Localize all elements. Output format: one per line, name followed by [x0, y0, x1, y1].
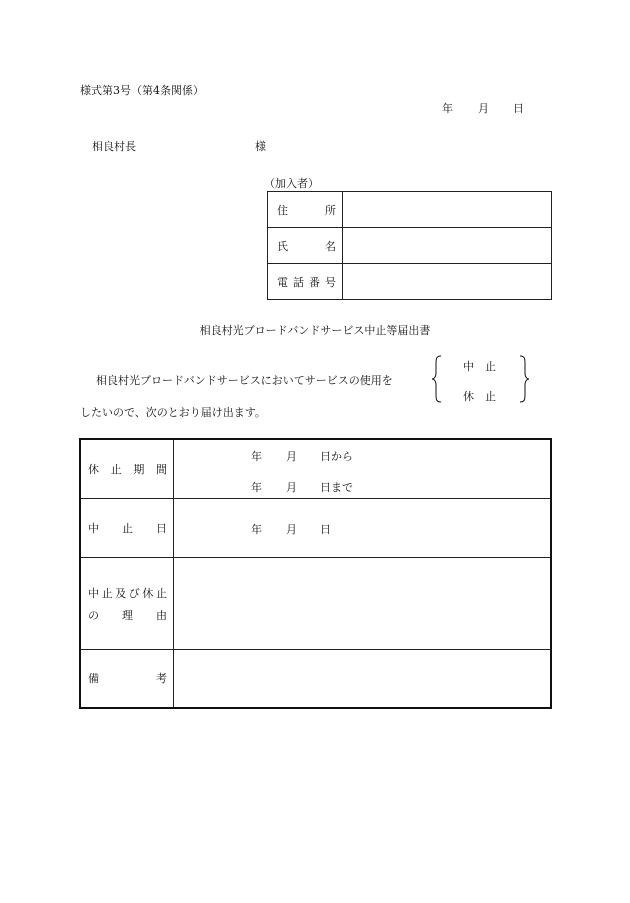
- reason-field[interactable]: [174, 558, 552, 650]
- applicant-row-address: [268, 192, 552, 228]
- date-day-label: 日: [513, 102, 524, 115]
- row-remarks: [80, 650, 551, 708]
- right-brace: [518, 355, 530, 403]
- option-cancel[interactable]: 中 止: [463, 360, 496, 373]
- form-title: 相良村光ブロードバンドサービス中止等届出書: [199, 324, 431, 337]
- body-text-line2: したいので、次のとおり届け出ます。: [80, 406, 266, 419]
- left-brace: [431, 355, 443, 403]
- address-label: 住 所: [268, 192, 343, 228]
- row-cancellation-date: [80, 499, 551, 558]
- suspension-period-field[interactable]: 年 月 日から 年 月 日まで: [174, 439, 552, 499]
- addressee-honorific: 様: [255, 140, 266, 153]
- option-suspend[interactable]: 休 止: [463, 390, 496, 403]
- cancellation-date-label: 中 止 日: [80, 499, 174, 558]
- body-text-line1: 相良村光ブロードバンドサービスにおいてサービスの使用を: [96, 374, 393, 387]
- cancellation-date-field[interactable]: 年 月 日: [174, 499, 552, 558]
- suspension-period-label: 休 止 期 間: [80, 439, 174, 499]
- reason-label: 中 止 及 び 休 止 の 理 由: [80, 558, 174, 650]
- date-month-label: 月: [478, 102, 489, 115]
- applicant-table: [267, 191, 552, 300]
- date-year-label: 年: [442, 102, 453, 115]
- applicant-row-name: [268, 228, 552, 264]
- address-field[interactable]: [343, 192, 552, 228]
- row-reason: [80, 558, 551, 650]
- name-field[interactable]: [343, 228, 552, 264]
- row-suspension-period: [80, 439, 551, 499]
- applicant-row-phone: [268, 264, 552, 300]
- phone-label: 電 話 番 号: [268, 264, 343, 300]
- addressee-name: 相良村長: [92, 140, 136, 153]
- name-label: 氏 名: [268, 228, 343, 264]
- form-number: 様式第3号（第4条関係）: [80, 84, 204, 97]
- phone-field[interactable]: [343, 264, 552, 300]
- applicant-heading: （加入者）: [264, 177, 319, 190]
- remarks-label: 備 考: [80, 650, 174, 708]
- remarks-field[interactable]: [174, 650, 552, 708]
- details-table: [79, 438, 552, 709]
